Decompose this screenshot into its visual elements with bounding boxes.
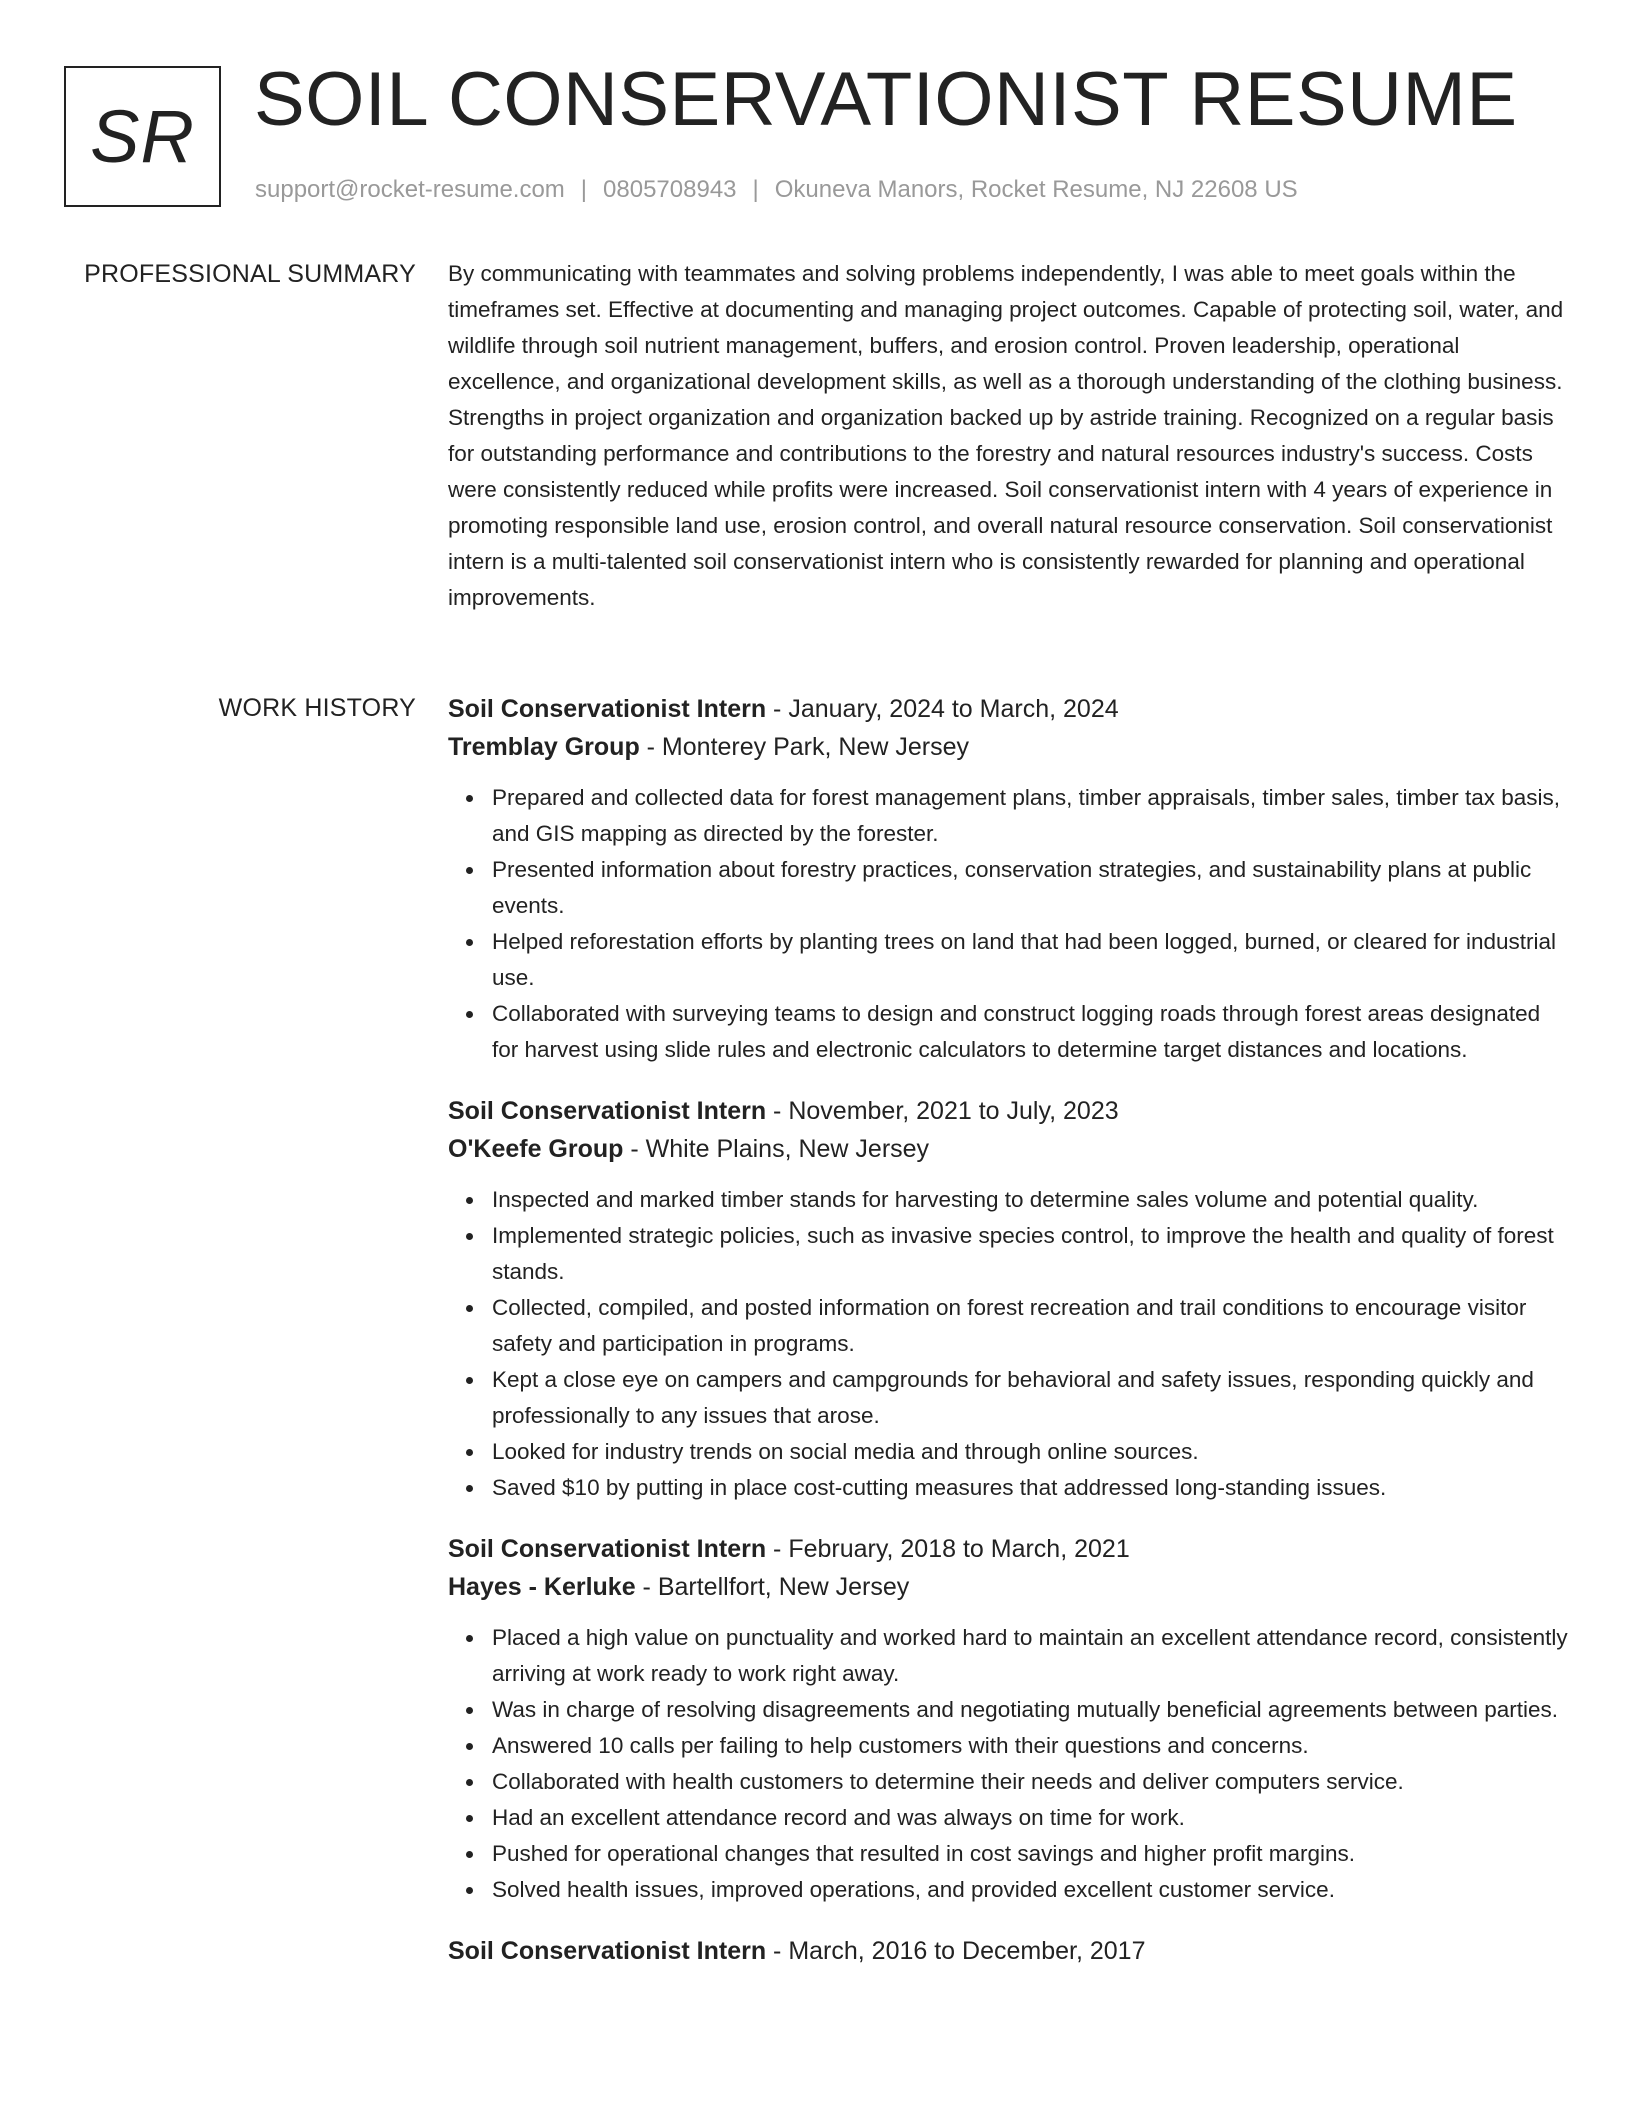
job-bullet: Collected, compiled, and posted information on forest recreation and trail conditions to encourage visitor safety and participation in programs. <box>492 1290 1568 1362</box>
job-bullet: Collaborated with health customers to determine their needs and deliver computers service. <box>492 1764 1568 1800</box>
job-title: Soil Conservationist Intern <box>448 695 767 723</box>
job-dates: - March, 2016 to December, 2017 <box>766 1937 1146 1965</box>
job-title: Soil Conservationist Intern <box>448 1097 767 1125</box>
job-title: Soil Conservationist Intern <box>448 1535 767 1563</box>
job-bullet: Kept a close eye on campers and campgrounds for behavioral and safety issues, responding quickly and professionally to any issues that arose. <box>492 1362 1568 1434</box>
job-entry <box>448 690 1568 1068</box>
contact-separator: | <box>580 176 588 203</box>
contact-email[interactable]: support@rocket-resume.com <box>255 176 565 203</box>
job-bullet: Was in charge of resolving disagreements and negotiating mutually beneficial agreements between parties. <box>492 1692 1568 1728</box>
monogram-box <box>64 66 221 207</box>
job-bullet: Answered 10 calls per failing to help customers with their questions and concerns. <box>492 1728 1568 1764</box>
job-entry <box>448 1092 1568 1506</box>
job-bullet: Collaborated with surveying teams to design and construct logging roads through forest areas designated for harvest using slide rules and electronic calculators to determine target distances and locations. <box>492 996 1568 1068</box>
job-bullet-list <box>448 1620 1568 1908</box>
job-dates: - November, 2021 to July, 2023 <box>766 1097 1119 1125</box>
contact-phone[interactable]: 0805708943 <box>603 176 737 203</box>
job-bullet: Looked for industry trends on social media and through online sources. <box>492 1434 1568 1470</box>
job-bullet-list <box>448 780 1568 1068</box>
page-title: SOIL CONSERVATIONIST RESUME <box>254 57 1518 142</box>
job-bullet-list <box>448 1182 1568 1506</box>
job-title-line <box>448 1932 1568 1970</box>
contact-separator: | <box>752 176 759 203</box>
job-bullet: Prepared and collected data for forest management plans, timber appraisals, timber sales, timber tax basis, and GIS mapping as directed by the forester. <box>492 780 1568 852</box>
job-company-line <box>448 1568 1568 1606</box>
job-entry <box>448 1530 1568 1908</box>
contact-address: Okuneva Manors, Rocket Resume, NJ 22608 US <box>774 176 1298 203</box>
job-company: Tremblay Group <box>448 733 640 761</box>
job-title-line <box>448 1092 1568 1130</box>
job-company-line <box>448 1130 1568 1168</box>
job-company-line <box>448 728 1568 766</box>
job-title-line <box>448 1530 1568 1568</box>
job-bullet: Helped reforestation efforts by planting trees on land that had been logged, burned, or cleared for industrial use. <box>492 924 1568 996</box>
summary-body <box>448 256 1568 616</box>
monogram-initials: SR <box>90 94 195 178</box>
job-bullet: Had an excellent attendance record and was always on time for work. <box>492 1800 1568 1836</box>
job-company: Hayes - Kerluke <box>448 1573 636 1601</box>
job-bullet: Solved health issues, improved operations, and provided excellent customer service. <box>492 1872 1568 1908</box>
job-bullet: Pushed for operational changes that resulted in cost savings and higher profit margins. <box>492 1836 1568 1872</box>
job-location: - Bartellfort, New Jersey <box>635 1573 910 1601</box>
job-dates: - January, 2024 to March, 2024 <box>766 695 1119 723</box>
job-title: Soil Conservationist Intern <box>448 1937 767 1965</box>
job-bullet: Placed a high value on punctuality and worked hard to maintain an excellent attendance record, consistently arriving at work ready to work right away. <box>492 1620 1568 1692</box>
contact-line <box>255 176 1298 204</box>
job-title-line <box>448 690 1568 728</box>
work-history-heading: WORK HISTORY <box>218 694 416 722</box>
summary-text: By communicating with teammates and solving problems independently, I was able to meet goals within the timeframes set. Effective at documenting and managing project outcomes. Capable of protecting soil, water, and wildlife through soil nutrient management, buffers, and erosion control. Proven leadership, operational excellence, and organizational development skills, as well as a thorough understanding of the clothing business. Strengths in project organization and organization backed up by astride training. Recognized on a regular basis for outstanding performance and contributions to the forestry and natural resources industry's success. Costs were consistently reduced while profits were increased. Soil conservationist intern with 4 years of experience in promoting responsible land use, erosion control, and overall natural resource conservation. Soil conservationist intern is a multi-talented soil conservationist intern who is consistently rewarded for planning and operational improvements. <box>448 261 1564 610</box>
job-location: - White Plains, New Jersey <box>623 1135 930 1163</box>
job-bullet: Inspected and marked timber stands for harvesting to determine sales volume and potential quality. <box>492 1182 1568 1218</box>
job-entry <box>448 1932 1568 1970</box>
job-location: - Monterey Park, New Jersey <box>639 733 969 761</box>
job-bullet: Implemented strategic policies, such as invasive species control, to improve the health and quality of forest stands. <box>492 1218 1568 1290</box>
work-history-body <box>448 690 1568 1994</box>
job-company: O'Keefe Group <box>448 1135 624 1163</box>
job-bullet: Presented information about forestry practices, conservation strategies, and sustainability plans at public events. <box>492 852 1568 924</box>
job-dates: - February, 2018 to March, 2021 <box>766 1535 1130 1563</box>
summary-heading: PROFESSIONAL SUMMARY <box>84 260 416 288</box>
job-bullet: Saved $10 by putting in place cost-cutting measures that addressed long-standing issues. <box>492 1470 1568 1506</box>
